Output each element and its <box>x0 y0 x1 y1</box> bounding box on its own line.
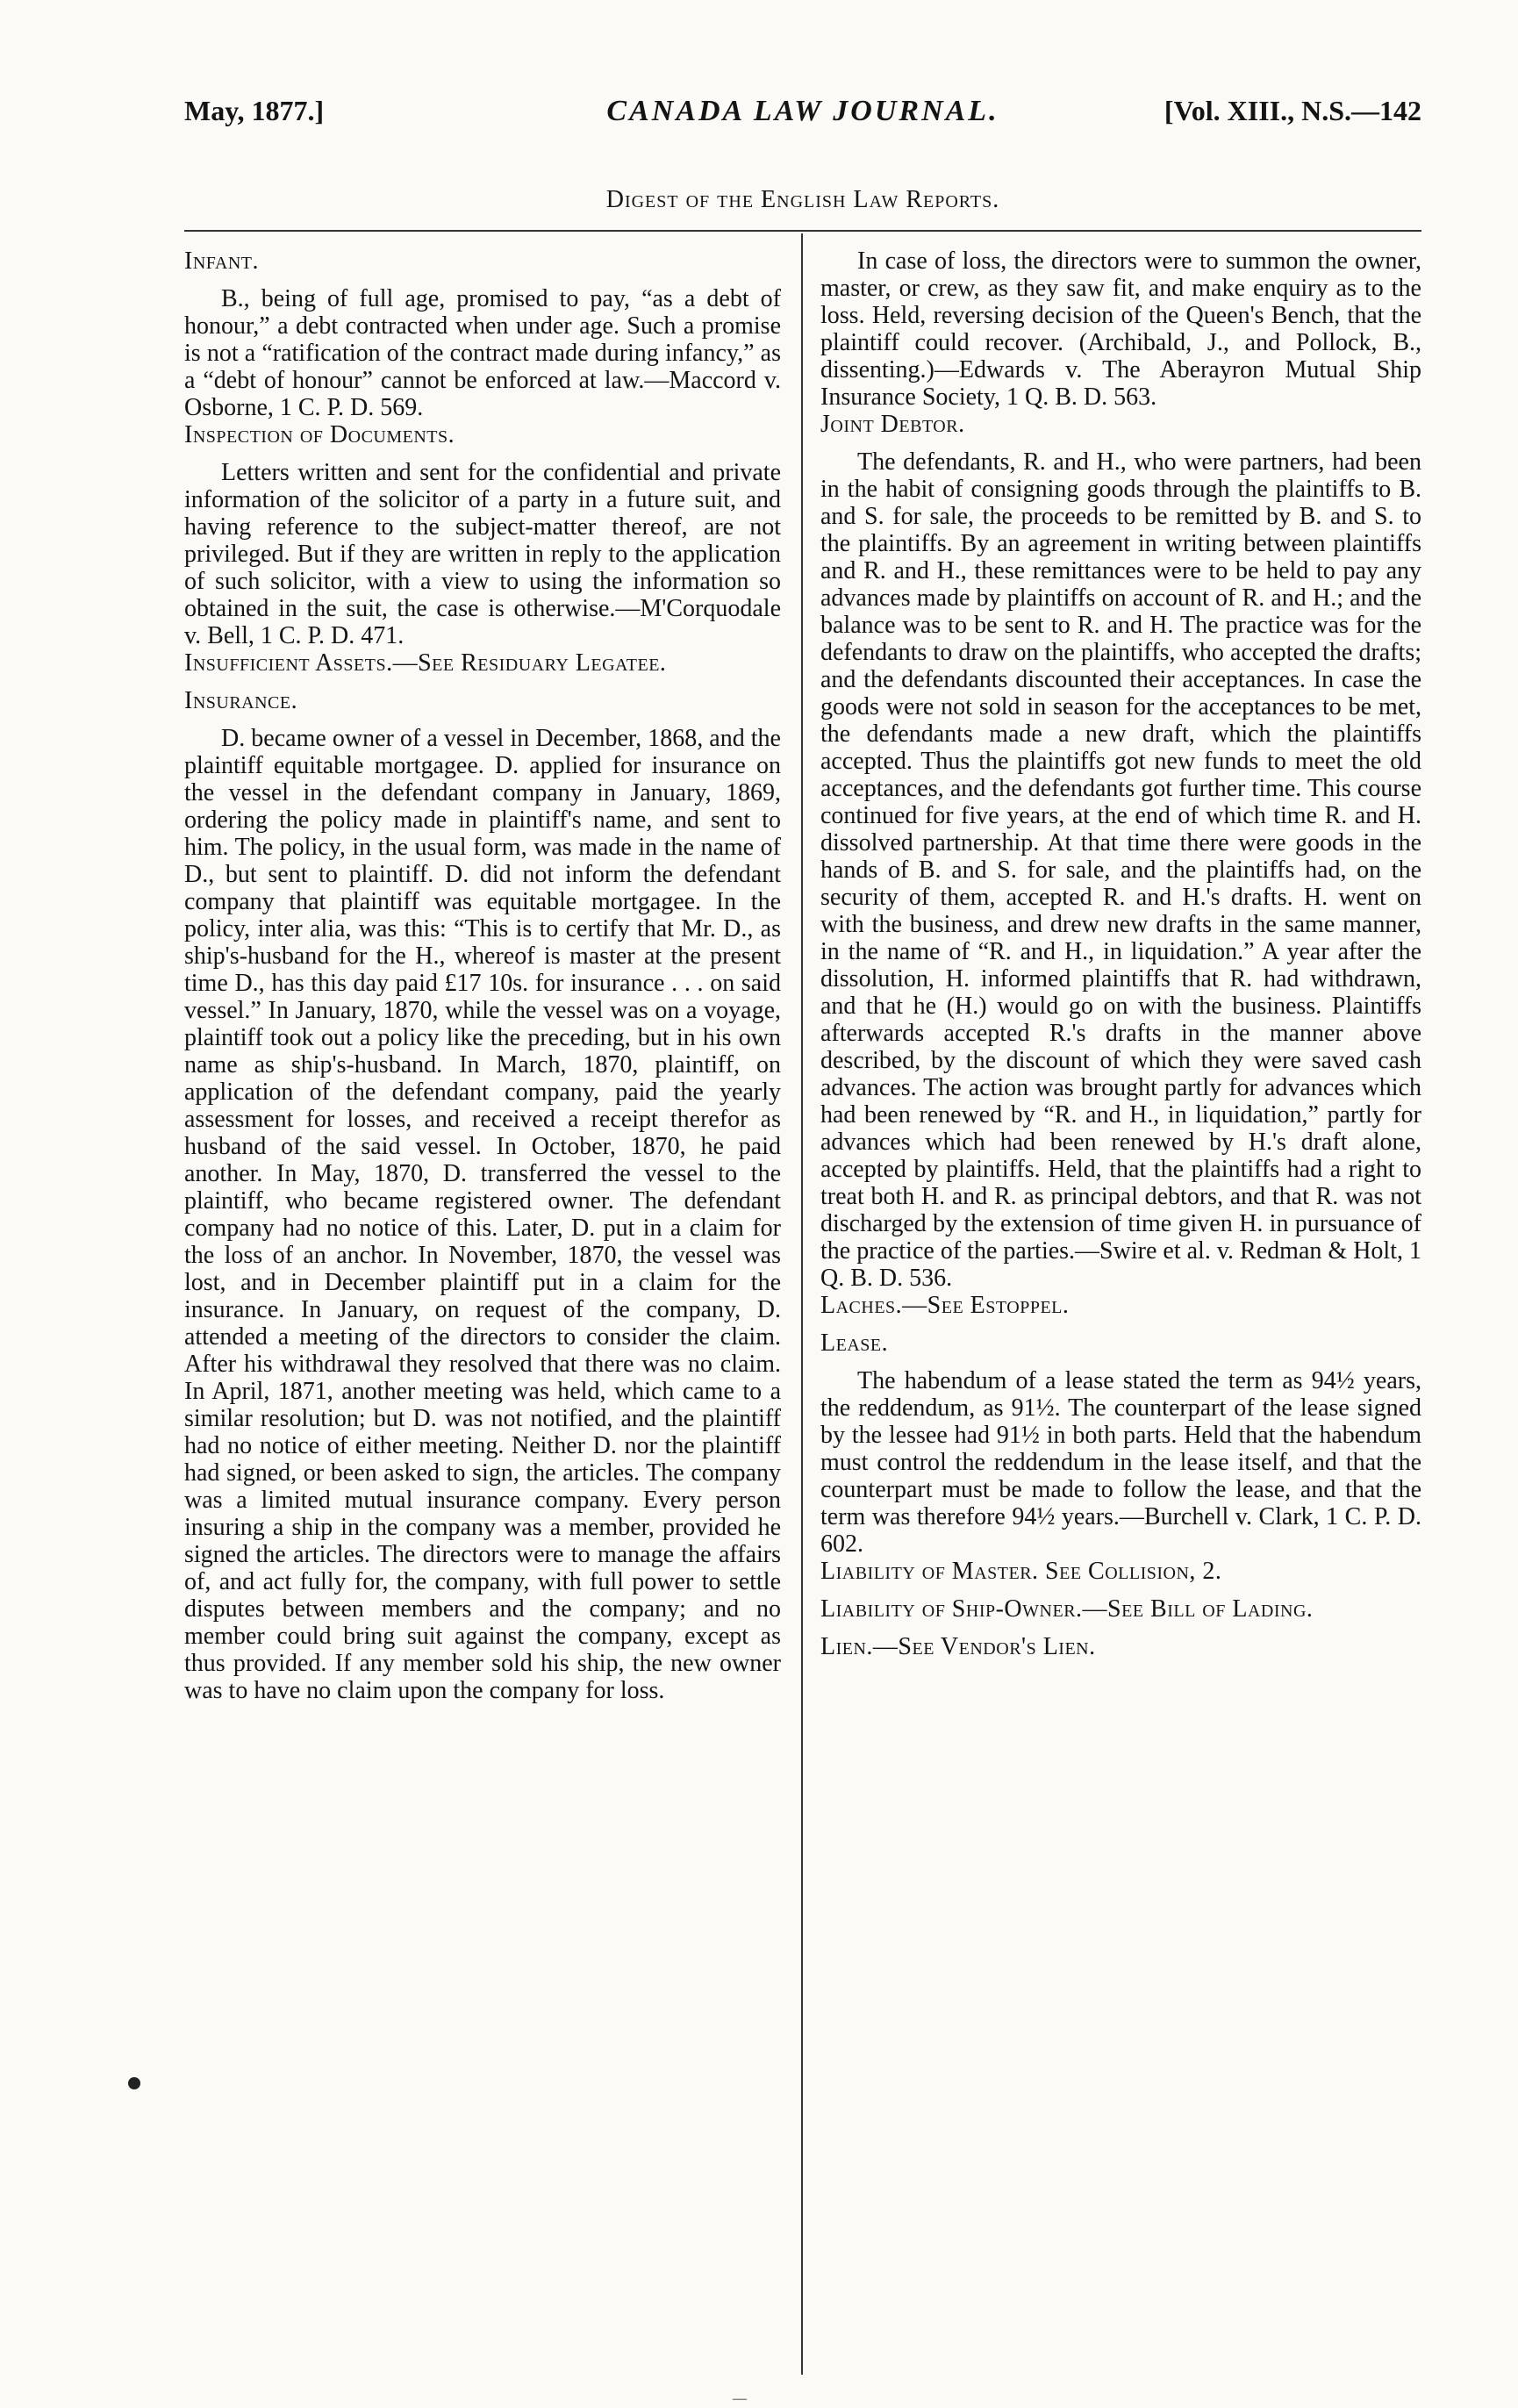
header-rule <box>184 230 1421 232</box>
entry-heading: Liability of Master. See Collision, 2. <box>820 1558 1222 1585</box>
column-divider <box>801 233 803 2375</box>
entry-heading: Infant. <box>184 247 260 275</box>
right-column <box>820 247 1421 1671</box>
entry-infant <box>184 247 781 421</box>
entry-text: Letters written and sent for the confidential and private information of the solicitor of a party in a future suit, and having reference to the subject-matter thereof, are not privileged. But if they are written in reply to the application of such solicitor, with a view to using the information so obtained in the suit, the case is otherwise.—M'Corquodale v. Bell, 1 C. P. D. 471. <box>184 459 781 649</box>
entry-text: D. became owner of a vessel in December, 1868, and the plaintiff equitable mortgagee. D. applied for insurance on the vessel in the defendant company in January, 1869, ordering the policy made in plaintiff's name, and sent to him. The policy, in the usual form, was made in the name of D., but sent to plaintiff. D. did not inform the defendant company that plaintiff was equitable mortgagee. In the policy, inter alia, was this: “This is to certify that Mr. D., as ship's-husband for the H., whereof is master at the present time D., has this day paid £17 10s. for insurance . . . on said vessel.” In January, 1870, while the vessel was on a voyage, plaintiff took out a policy like the preceding, but in his own name as ship's-husband. In March, 1870, plaintiff, on application of the defendant company, paid the yearly assessment for losses, and received a receipt therefor as husband of the said vessel. In October, 1870, he paid another. In May, 1870, D. transferred the vessel to the plaintiff, who became registered owner. The defendant company had no notice of this. Later, D. put in a claim for the loss of an anchor. In November, 1870, the vessel was lost, and in December plaintiff put in a claim for the insurance. In January, on request of the company, D. attended a meeting of the directors to consider the claim. After his withdrawal they resolved that there was no claim. In April, 1871, another meeting was held, which came to a similar resolution; but D. was not notified, and the plaintiff had no notice of either meeting. Neither D. nor the plaintiff had signed, or been asked to sign, the articles. The company was a limited mutual insurance company. Every person insuring a ship in the company was a member, provided he signed the articles. The directors were to manage the affairs of, and act fully for, the company, with full power to settle disputes between members and the company; and no member could bring suit against the company, except as thus provided. If any member sold his ship, the new owner was to have no claim upon the company for loss. <box>184 725 781 1704</box>
entry-inspection-of-documents <box>184 421 781 649</box>
entry-joint-debtor <box>820 411 1421 1292</box>
left-column <box>184 247 781 1704</box>
entry-laches <box>820 1292 1421 1319</box>
journal-title: CANADA LAW JOURNAL. <box>606 95 999 127</box>
entry-text: The habendum of a lease stated the term as 94½ years, the reddendum, as 91½. The counterpart of the lease signed by the lessee had 91½ in both parts. Held that the habendum must control the reddendum in the lease itself, and that the counterpart must be made to follow the lease, and that the term was therefore 94½ years.—Burchell v. Clark, 1 C. P. D. 602. <box>820 1367 1421 1558</box>
entry-heading: Joint Debtor. <box>820 411 965 438</box>
entry-heading: Laches.—See Estoppel. <box>820 1292 1070 1319</box>
entry-liability-of-master <box>820 1558 1421 1585</box>
entry-heading: Inspection of Documents. <box>184 421 455 448</box>
entry-insurance <box>184 687 781 1704</box>
entry-insufficient-assets <box>184 649 781 677</box>
entry-heading: Lease. <box>820 1329 889 1357</box>
header-volume: [Vol. XIII., N.S.—142 <box>1164 95 1421 126</box>
page-header <box>184 95 1421 147</box>
footer-mark: — <box>733 2391 747 2406</box>
entry-insurance-continued <box>820 247 1421 411</box>
margin-blot <box>128 2077 140 2089</box>
entry-text: The defendants, R. and H., who were partners, had been in the habit of consigning goods through the plaintiffs to B. and S. for sale, the proceeds to be remitted by B. and S. to the plaintiffs. By an agreement in writing between plaintiffs and R. and H., these remittances were to be held to pay any advances made by plaintiffs on account of R. and H.; and the balance was to be sent to R. and H. The practice was for the defendants to draw on the plaintiffs, who accepted the drafts; and the defendants discounted their acceptances. In case the goods were not sold in season for the acceptances to be met, the defendants made a new draft, which the plaintiffs accepted. Thus the plaintiffs got new funds to meet the old acceptances, and the defendants got further time. This course continued for five years, at the end of which time R. and H. dissolved partnership. At that time there were goods in the hands of B. and S. for sale, and the plaintiffs had, on the security of them, accepted R. and H.'s drafts. H. went on with the business, and drew new drafts in the same manner, in the name of “R. and H., in liquidation.” A year after the dissolution, H. informed plaintiffs that R. had withdrawn, and that he (H.) would go on with the business. Plaintiffs afterwards accepted R.'s drafts in the manner above described, by the discount of which they were saved cash advances. The action was brought partly for advances which had been renewed by “R. and H., in liquidation,” partly for advances which had been renewed by H.'s draft alone, accepted by plaintiffs. Held, that the plaintiffs had a right to treat both H. and R. as principal debtors, and that R. was not discharged by the extension of time given H. in pursuance of the practice of the parties.—Swire et al. v. Redman & Holt, 1 Q. B. D. 536. <box>820 448 1421 1292</box>
entry-text: B., being of full age, promised to pay, “as a debt of honour,” a debt contracted when under age. Such a promise is not a “ratification of the contract made during infancy,” as a “debt of honour” cannot be enforced at law.—Maccord v. Osborne, 1 C. P. D. 569. <box>184 285 781 421</box>
entry-heading: Liability of Ship-Owner.—See Bill of Lading. <box>820 1595 1314 1623</box>
entry-lease <box>820 1329 1421 1558</box>
entry-text: In case of loss, the directors were to summon the owner, master, or crew, as they saw fit, and make enquiry as to the loss. Held, reversing decision of the Queen's Bench, that the plaintiff could recover. (Archibald, J., and Pollock, B., dissenting.)—Edwards v. The Aberayron Mutual Ship Insurance Society, 1 Q. B. D. 563. <box>820 247 1421 411</box>
entry-heading: Insurance. <box>184 687 298 714</box>
entry-liability-of-ship-owner <box>820 1595 1421 1623</box>
section-title: Digest of the English Law Reports. <box>605 186 1000 213</box>
header-date: May, 1877.] <box>184 95 325 126</box>
entry-heading: Lien.—See Vendor's Lien. <box>820 1633 1096 1660</box>
entry-heading: Insufficient Assets.—See Residuary Legatee. <box>184 649 667 677</box>
entry-lien <box>820 1633 1421 1660</box>
